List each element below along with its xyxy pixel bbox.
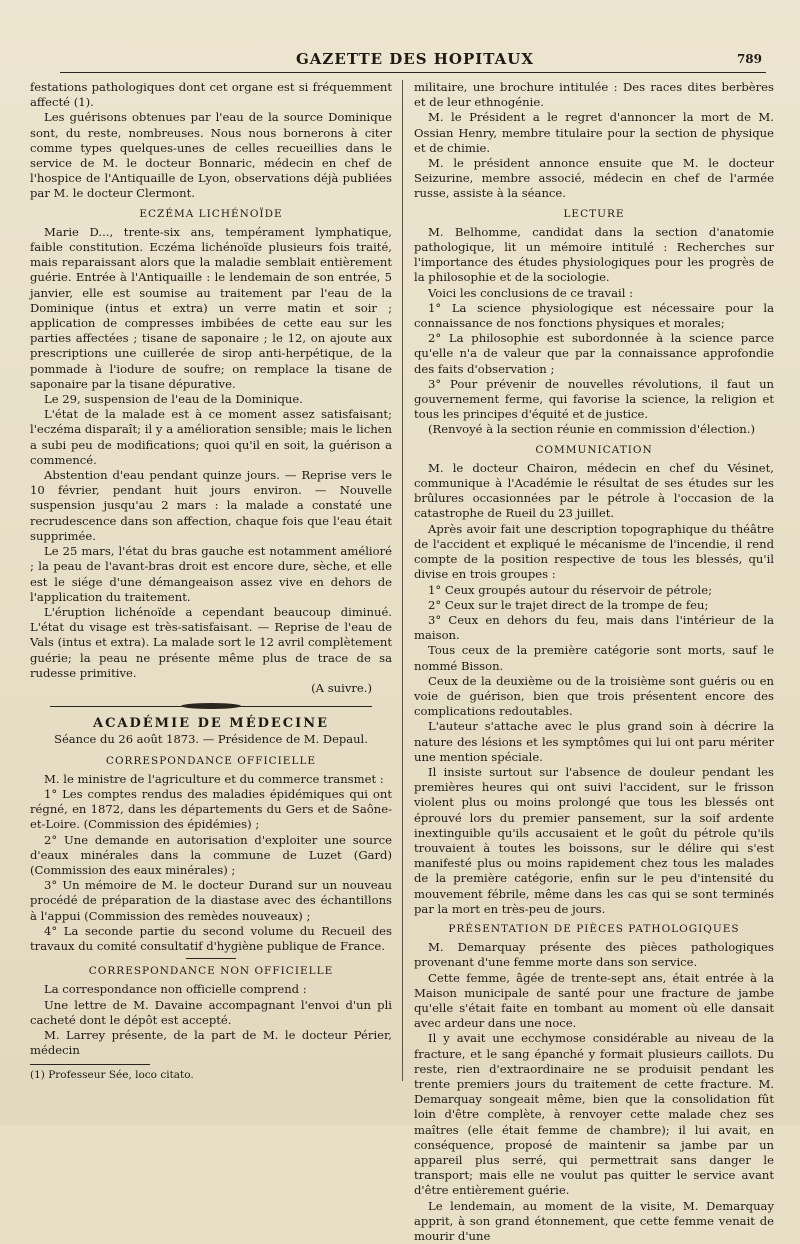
paragraph: Les guérisons obtenues par l'eau de la source Dominique sont, du reste, nombreuses. Nous nous bornerons à citer comme types quelques-unes de celles recueillies dans le service de M. le docteur Bonnaric, médecin en chef de l'hospice de l'Antiquaille de Lyon, observations déjà publiées par M. le docteur Clermont. — [30, 110, 392, 201]
paragraph: L'état de la malade est à ce moment assez satisfaisant; l'eczéma disparaît; il y a amélioration sensible; mais le lichen a subi peu de modifications; quoi qu'il en soit, la guérison a commencé. — [30, 407, 392, 467]
footnote: (1) Professeur Sée, loco citato. — [30, 1069, 194, 1082]
session-subtitle: Séance du 26 août 1873. — Présidence de M. Depaul. — [54, 732, 368, 747]
section-title-correspondance-non-officielle: CORRESPONDANCE NON OFFICIELLE — [88, 965, 334, 978]
section-title-academie: ACADÉMIE DE MÉDECINE — [92, 716, 329, 732]
paragraph: M. Larrey présente, de la part de M. le docteur Périer, médecin — [30, 1027, 392, 1058]
footnote-rule — [30, 1064, 150, 1065]
list-item: 3° Pour prévenir de nouvelles révolutions, il faut un gouvernement ferme, qui favorise la science, la religion et tous les principes d'équité et de justice. — [414, 376, 774, 422]
paragraph: Abstention d'eau pendant quinze jours. — Reprise vers le 10 février, pendant huit jours environ. — Nouvelle suspension jusqu'au 2 mars : la malade a constaté une recrudescence dans son affection, chaque fois que l'eau était supprimée. — [30, 468, 392, 543]
to-be-continued: (A suivre.) — [311, 680, 372, 695]
paragraph: Voici les conclusions de ce travail : — [428, 285, 634, 300]
list-item: 3° Ceux en dehors du feu, mais dans l'intérieur de la maison. — [414, 612, 774, 643]
paragraph: M. le président annonce ensuite que M. le docteur Seizurine, membre associé, médecin en chef de l'armée russe, assiste à la séance. — [414, 156, 774, 201]
paragraph: M. le Président a le regret d'annoncer la mort de M. Ossian Henry, membre titulaire pour la section de physique et de chimie. — [414, 110, 774, 155]
section-title-correspondance-officielle: CORRESPONDANCE OFFICIELLE — [105, 754, 317, 767]
right-column — [414, 80, 774, 1244]
paragraph: Le 25 mars, l'état du bras gauche est notamment amélioré ; la peau de l'avant-bras droit est encore dure, sèche, et elle est le siége d'une démangeaison assez vive en dehors de l'application du traitement. — [30, 544, 392, 604]
list-item: 1° La science physiologique est nécessaire pour la connaissance de nos fonctions physiques et morales; — [414, 300, 774, 331]
paragraph: Après avoir fait une description topographique du théâtre de l'accident et expliqué le mécanisme de l'incendie, il rend compte de la position respective de tous les blessés, qu'il divise en trois groupes : — [414, 521, 774, 582]
list-item: 1° Ceux groupés autour du réservoir de pétrole; — [428, 582, 713, 597]
list-item: 3° Un mémoire de M. le docteur Durand sur un nouveau procédé de préparation de la diastase avec des échantillons à l'appui (Commission des remèdes nouveaux) ; — [30, 878, 392, 923]
list-item: 2° La philosophie est subordonnée à la science parce qu'elle n'a de valeur que par la connaissance approfondie des faits d'observation ; — [414, 331, 774, 376]
paragraph: militaire, une brochure intitulée : Des races dites berbères et de leur ethnogénie. — [414, 80, 774, 110]
list-item: 2° Une demande en autorisation d'exploiter une source d'eaux minérales dans la commune de Luzet (Gard) (Commission des eaux minérales) ; — [30, 832, 392, 877]
paragraph: L'auteur s'attache avec le plus grand soin à décrire la nature des lésions et les symptômes qui lui ont paru mériter une mention spéciale. — [414, 719, 774, 764]
paragraph: Ceux de la deuxième ou de la troisième sont guéris ou en voie de guérison, bien que trois présentent encore des complications redoutables. — [414, 673, 774, 719]
paragraph: M. Demarquay présente des pièces pathologiques provenant d'une femme morte dans son service. — [414, 940, 774, 970]
paragraph: Il insiste surtout sur l'absence de douleur pendant les premières heures qui ont suivi l'accident, sur le frisson violent plus ou moins prolongé que tous les blessés ont éprouvé lors du premier pansement, sur la soif ardente inextinguible qu'ils accusaient et le goût du pétrole qu'ils trouvaient à toutes les boissons, sur le délire qui s'est manifesté plus ou moins rapidement chez tous les malades de la première catégorie, enfin sur le peu d'intensité du mouvement fébrile, même dans les cas qui se sont terminés par la mort en très-peu de jours. — [414, 764, 774, 916]
paragraph: Il y avait une ecchymose considérable au niveau de la fracture, et le sang épanché y formait plusieurs caillots. Du reste, rien d'extraordinaire ne se produisit pendant les trente premiers jours du traitement de cette fracture. M. Demarquay songeait même, bien que la consolidation fût loin d'être complète, à renvoyer cette malade chez ses maîtres (elle était femme de chambre); il lui avait, en conséquence, proposé de maintenir sa jambe par un appareil plus serré, qui permettrait sans danger le transport; mais elle ne voulut pas quitter le service avant d'être entièrement guérie. — [414, 1031, 774, 1198]
list-item: 2° Ceux sur le trajet direct de la trompe de feu; — [428, 597, 709, 612]
section-title-eczema: ECZÉMA LICHÉNOÏDE — [139, 207, 283, 220]
page-number: 789 — [736, 52, 762, 66]
paragraph: Le lendemain, au moment de la visite, M. Demarquay apprit, à son grand étonnement, que cette femme venait de mourir d'une — [414, 1198, 774, 1244]
paragraph: Tous ceux de la première catégorie sont morts, sauf le nommé Bisson. — [414, 643, 774, 673]
paragraph: Marie D..., trente-six ans, tempérament lymphatique, faible constitution. Eczéma lichénoïde plusieurs fois traité, mais reparaissant alors que la maladie semblait entièrement guérie. Entrée à l'Antiquaille : le lendemain de son entrée, 5 janvier, elle est soumise au traitement par l'eau de la Dominique (intus et extra) un verre matin et soir ; application de compresses imbibées de cette eau sur les parties affectées ; tisane de saponaire ; le 12, on ajoute aux prescriptions une cuillerée de sirop anti-herpétique, de la pommade à l'iodure de soufre; on remplace la tisane de saponaire par la tisane dépurative. — [30, 224, 392, 391]
paragraph: festations pathologiques dont cet organe est si fréquemment affecté (1). — [30, 80, 392, 110]
ornamental-divider — [50, 702, 372, 712]
paragraph: M. le ministre de l'agriculture et du commerce transmet : — [44, 771, 384, 786]
list-item: 1° Les comptes rendus des maladies épidémiques qui ont régné, en 1872, dans les départements du Gers et de Saône-et-Loire. (Commission des épidémies) ; — [30, 786, 392, 832]
list-item: 4° La seconde partie du second volume du Recueil des travaux du comité consultatif d'hygiène publique de France. — [30, 923, 392, 953]
running-title: GAZETTE DES HOPITAUX — [295, 50, 534, 68]
divider — [186, 958, 236, 959]
paragraph: Le 29, suspension de l'eau de la Dominique. — [44, 392, 303, 407]
paragraph: L'éruption lichénoïde a cependant beaucoup diminué. L'état du visage est très-satisfaisant. — Reprise de l'eau de Vals (intus et extra). La malade sort le 12 avril complètement guérie; la peau ne présente même plus de trace de sa rudesse primitive. — [30, 604, 392, 680]
paragraph: (Renvoyé à la section réunie en commission d'élection.) — [428, 422, 755, 437]
column-divider — [402, 80, 403, 1081]
paragraph: M. Belhomme, candidat dans la section d'anatomie pathologique, lit un mémoire intitulé : Recherches sur l'importance des études physiologiques pour les progrès de la philosophie et de la sociologie. — [414, 224, 774, 285]
left-column — [30, 80, 392, 1085]
paragraph: La correspondance non officielle comprend : — [44, 982, 307, 997]
section-title-lecture: LECTURE — [563, 207, 625, 220]
paragraph: Une lettre de M. Davaine accompagnant l'envoi d'un pli cacheté dont le dépôt est accepté. — [30, 997, 392, 1027]
running-head — [60, 50, 770, 70]
section-title-presentation: PRÉSENTATION DE PIÈCES PATHOLOGIQUES — [448, 922, 740, 935]
paragraph: Cette femme, âgée de trente-sept ans, était entrée à la Maison municipale de santé pour une fracture de jambe qu'elle s'était faite en tombant au moment où elle dansait avec ardeur dans une noce. — [414, 970, 774, 1031]
paragraph: M. le docteur Chairon, médecin en chef du Vésinet, communique à l'Académie le résultat de ses études sur les brûlures occasionnées par le pétrole à l'occasion de la catastrophe de Rueil du 23 juillet. — [414, 460, 774, 521]
header-rule — [60, 72, 766, 73]
section-title-communication: COMMUNICATION — [535, 443, 653, 456]
